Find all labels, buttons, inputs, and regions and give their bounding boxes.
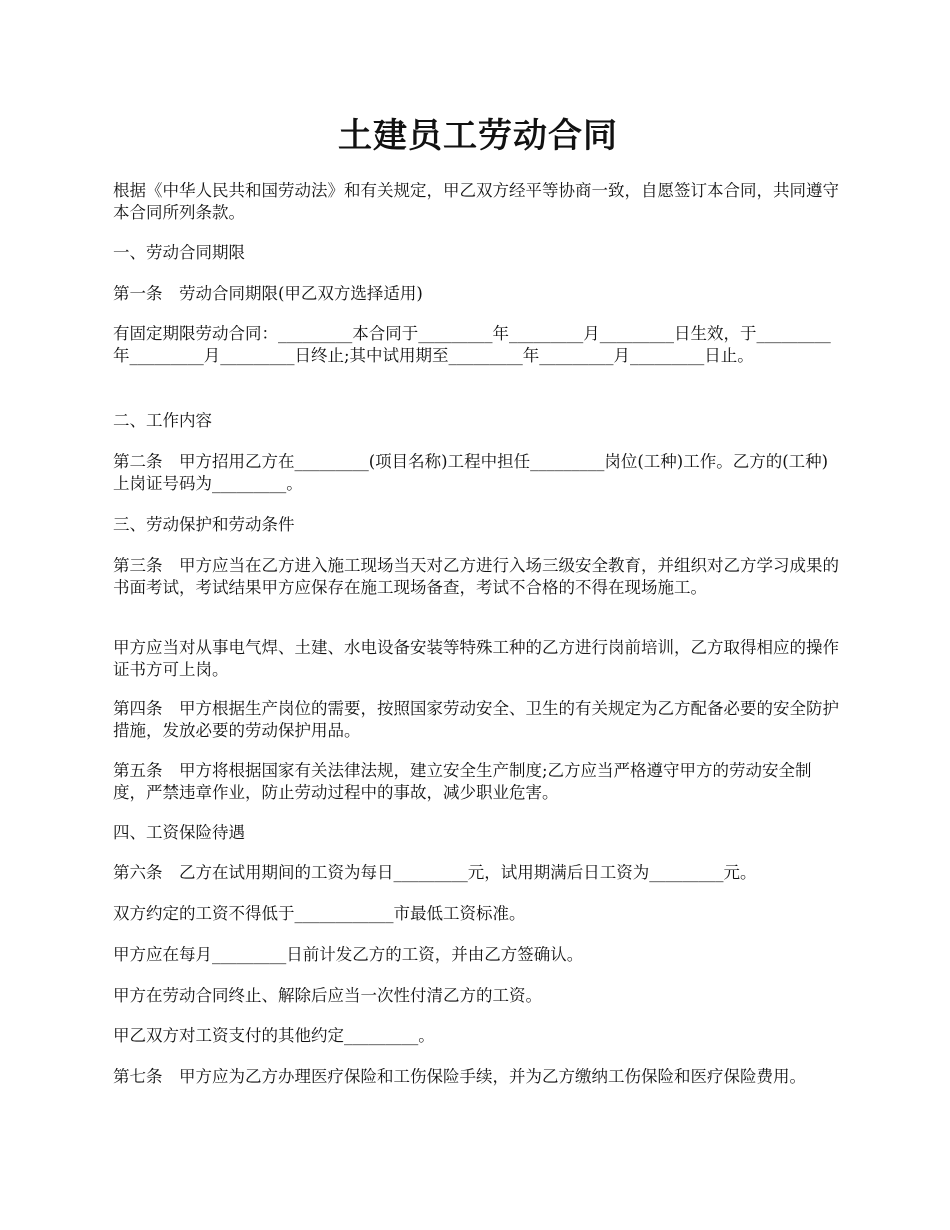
section-heading-term: 一、劳动合同期限 xyxy=(113,243,245,262)
article-2-paragraph: 第二条 甲方招用乙方在_________(项目名称)工程中担任_________岗位(工种)工作。乙方的(工种)上岗证号码为_________。 xyxy=(113,452,829,493)
article-1-heading: 第一条 劳动合同期限(甲乙双方选择适用) xyxy=(113,284,423,303)
article-6-paragraph: 第六条 乙方在试用期间的工资为每日_________元，试用期满后日工资为_________元。 xyxy=(113,863,757,882)
special-training-paragraph: 甲方应当对从事电气焊、土建、水电设备安装等特殊工种的乙方进行岗前培训，乙方取得相应的操作证书方可上岗。 xyxy=(113,638,839,679)
article-5-paragraph: 第五条 甲方将根据国家有关法律法规，建立安全生产制度;乙方应当严格遵守甲方的劳动安全制度，严禁违章作业，防止劳动过程中的事故，减少职业危害。 xyxy=(113,761,812,802)
payday-paragraph: 甲方应在每月_________日前计发乙方的工资，并由乙方签确认。 xyxy=(113,945,584,964)
article-4-paragraph: 第四条 甲方根据生产岗位的需要，按照国家劳动安全、卫生的有关规定为乙方配备必要的安全防护措施，发放必要的劳动保护用品。 xyxy=(113,699,839,740)
section-heading-wages: 四、工资保险待遇 xyxy=(113,823,245,842)
preamble-paragraph: 根据《中华人民共和国劳动法》和有关规定，甲乙双方经平等协商一致，自愿签订本合同，共同遵守本合同所列条款。 xyxy=(113,181,839,222)
final-payment-paragraph: 甲方在劳动合同终止、解除后应当一次性付清乙方的工资。 xyxy=(113,986,542,1005)
minimum-wage-paragraph: 双方约定的工资不得低于____________市最低工资标准。 xyxy=(113,904,526,923)
article-7-paragraph: 第七条 甲方应为乙方办理医疗保险和工伤保险手续，并为乙方缴纳工伤保险和医疗保险费用。 xyxy=(113,1067,806,1086)
section-heading-work-content: 二、工作内容 xyxy=(113,411,212,430)
article-3-paragraph: 第三条 甲方应当在乙方进入施工现场当天对乙方进行入场三级安全教育，并组织对乙方学习成果的书面考试，考试结果甲方应保存在施工现场备查，考试不合格的不得在现场施工。 xyxy=(113,556,839,597)
article-1-fixed-term-paragraph: 有固定期限劳动合同：_________本合同于_________年_________月_________日生效，于_________年_________月_________日终止;其中试用期至_________年_________月_________日止。 xyxy=(113,324,831,365)
other-agreement-paragraph: 甲乙双方对工资支付的其他约定_________。 xyxy=(113,1026,435,1045)
section-heading-labor-protection: 三、劳动保护和劳动条件 xyxy=(113,515,295,534)
document-title: 土建员工劳动合同 xyxy=(338,116,618,156)
